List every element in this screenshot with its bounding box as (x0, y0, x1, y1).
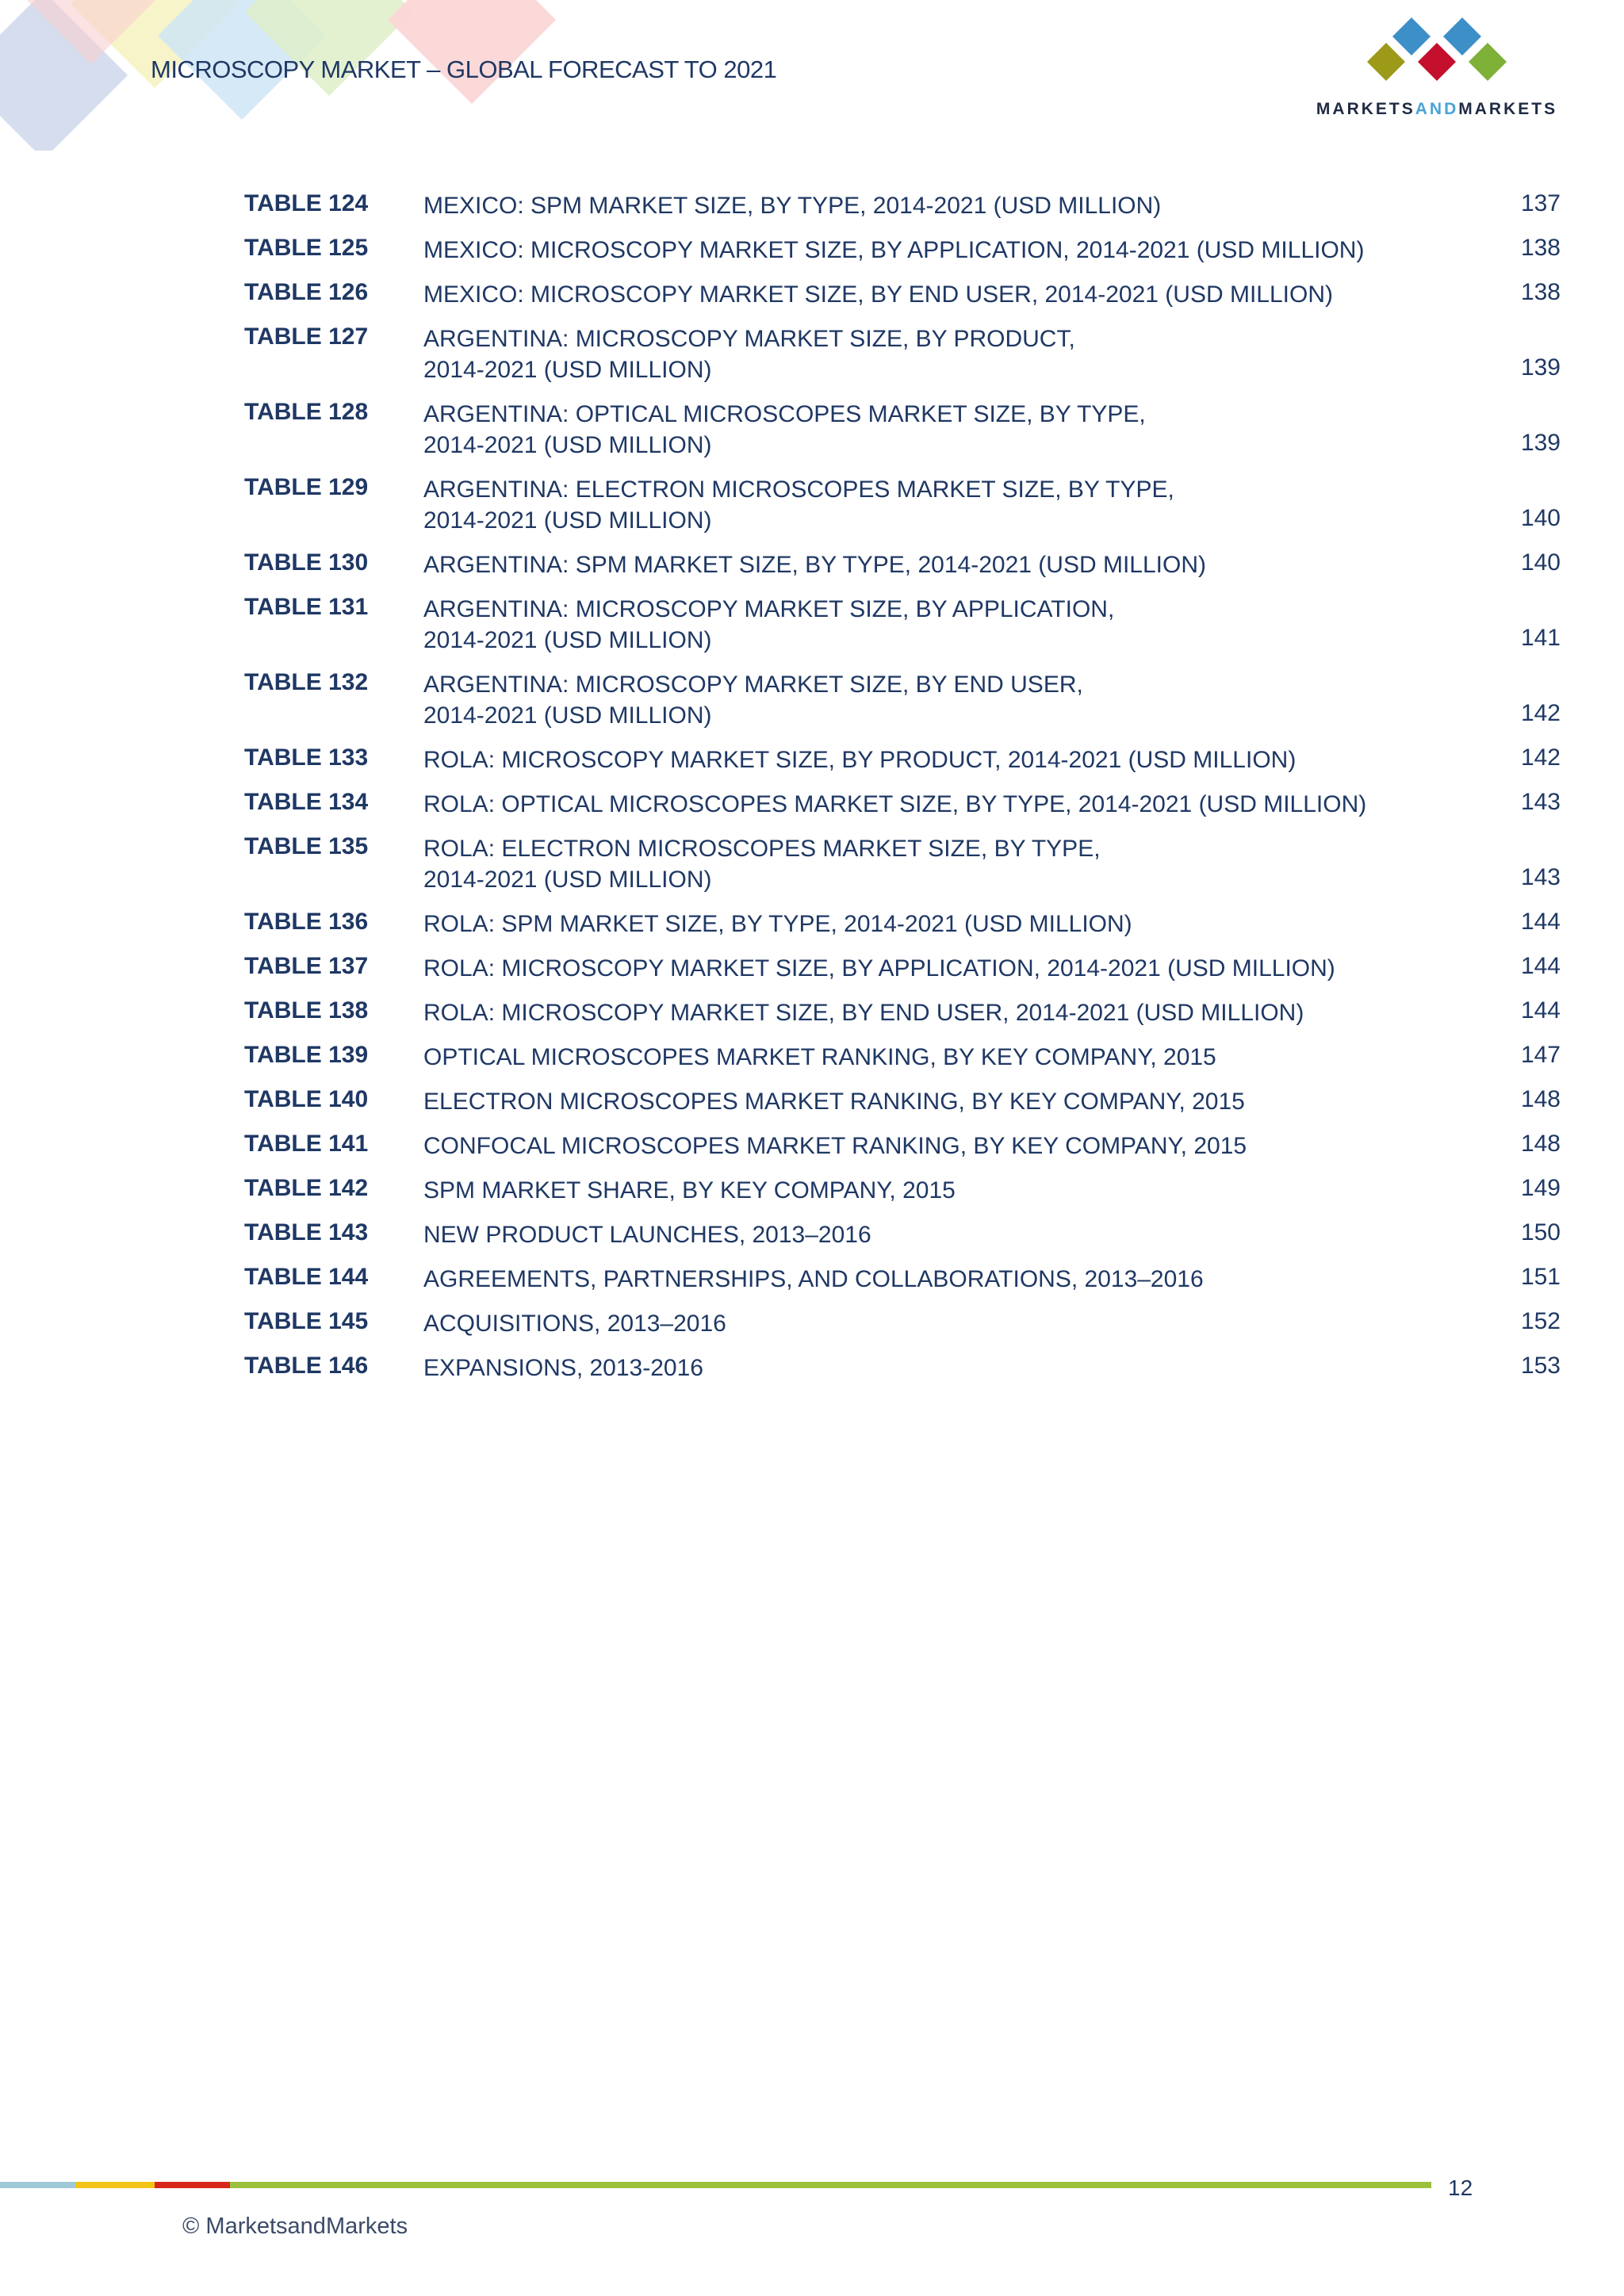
toc-entry[interactable] (244, 1353, 1561, 1432)
toc-entry-label: TABLE 137 (244, 953, 369, 979)
toc-entry-page: 139 (1520, 354, 1561, 381)
toc-entry-label: TABLE 140 (244, 1086, 369, 1112)
toc-entry-page: 140 (1520, 505, 1561, 531)
toc-entry-title-line: 2014-2021 (USD MILLION) (423, 507, 712, 534)
toc-entry[interactable] (244, 594, 1561, 673)
toc-entry-page: 148 (1520, 1086, 1561, 1112)
toc-entry-page: 138 (1520, 235, 1561, 261)
toc-entry-page: 141 (1520, 625, 1561, 651)
toc-entry-title-line: ARGENTINA: MICROSCOPY MARKET SIZE, BY END USER, (423, 672, 1083, 698)
toc-entry-title (423, 789, 1518, 820)
toc-entry-label: TABLE 138 (244, 997, 369, 1024)
report-title: MICROSCOPY MARKET – GLOBAL FORECAST TO 2021 (151, 55, 777, 83)
toc-entry-label: TABLE 139 (244, 1042, 369, 1068)
toc-entry-title-line: 2014-2021 (USD MILLION) (423, 357, 712, 383)
toc-entry-label: TABLE 125 (244, 235, 369, 261)
toc-entry-title (423, 323, 1518, 385)
toc-entry-title (423, 474, 1518, 536)
toc-entry-title (423, 1131, 1518, 1161)
footer-stripe-yellow (75, 2182, 155, 2188)
copyright-notice: © MarketsandMarkets (182, 2214, 408, 2239)
toc-entry-title (423, 1353, 1518, 1383)
toc-entry-title (423, 549, 1518, 580)
toc-entry-title (423, 1219, 1518, 1250)
toc-entry-title (423, 669, 1518, 731)
toc-entry-page: 137 (1520, 190, 1561, 216)
toc-entry-title-line: ROLA: ELECTRON MICROSCOPES MARKET SIZE, BY TYPE, (423, 836, 1101, 862)
toc-entry-title (423, 833, 1518, 895)
toc-entry-label: TABLE 143 (244, 1219, 369, 1246)
toc-entry-title-line: 2014-2021 (USD MILLION) (423, 867, 712, 893)
toc-entry-title (423, 744, 1518, 775)
toc-entry-page: 142 (1520, 744, 1561, 771)
toc-entry-page: 148 (1520, 1131, 1561, 1157)
toc-entry-page: 144 (1520, 909, 1561, 935)
toc-entry-title (423, 190, 1518, 221)
toc-entry-title-line: MEXICO: MICROSCOPY MARKET SIZE, BY END USER, 2014-2021 (USD MILLION) (423, 281, 1333, 308)
toc-entry-label: TABLE 126 (244, 279, 369, 305)
toc-entry-page: 139 (1520, 430, 1561, 456)
toc-entry-label: TABLE 124 (244, 190, 369, 216)
toc-entry[interactable] (244, 323, 1561, 403)
corner-diamond (388, 0, 556, 104)
toc-entry-title-line: ELECTRON MICROSCOPES MARKET RANKING, BY KEY COMPANY, 2015 (423, 1089, 1245, 1115)
toc-entry-label: TABLE 141 (244, 1131, 369, 1157)
logo-diamonds-icon (1294, 16, 1580, 95)
toc-entry-label: TABLE 133 (244, 744, 369, 771)
toc-entry-title-line: ARGENTINA: ELECTRON MICROSCOPES MARKET SIZE, BY TYPE, (423, 476, 1174, 503)
toc-entry-label: TABLE 130 (244, 549, 369, 576)
toc-entry-title (423, 1086, 1518, 1117)
toc-entry-title-line: ARGENTINA: SPM MARKET SIZE, BY TYPE, 2014-2021 (USD MILLION) (423, 552, 1206, 578)
toc-entry-title (423, 953, 1518, 984)
toc-entry-label: TABLE 146 (244, 1353, 369, 1379)
logo-text-markets: MARKETS (1458, 100, 1558, 118)
toc-entry-label: TABLE 145 (244, 1308, 369, 1334)
toc-entry-page: 143 (1520, 789, 1561, 815)
logo-text-and: AND (1415, 100, 1459, 118)
toc-entry-label: TABLE 131 (244, 594, 369, 620)
toc-entry-page: 140 (1520, 549, 1561, 576)
toc-entry[interactable] (244, 833, 1561, 913)
toc-entry-title (423, 235, 1518, 266)
page-number: 12 (1448, 2175, 1473, 2200)
toc-entry-label: TABLE 142 (244, 1175, 369, 1201)
toc-entry[interactable] (244, 399, 1561, 478)
logo-text-markets: MARKETS (1316, 100, 1415, 118)
footer-stripe-green (230, 2182, 1431, 2188)
toc-entry-title-line: CONFOCAL MICROSCOPES MARKET RANKING, BY KEY COMPANY, 2015 (423, 1133, 1247, 1159)
logo-wordmark (1294, 100, 1580, 119)
toc-entry-title-line: ROLA: SPM MARKET SIZE, BY TYPE, 2014-2021 (USD MILLION) (423, 911, 1132, 937)
toc-entry-label: TABLE 144 (244, 1264, 369, 1290)
toc-entry-title-line: ARGENTINA: MICROSCOPY MARKET SIZE, BY PRODUCT, (423, 326, 1075, 352)
toc-entry-title (423, 1042, 1518, 1073)
toc-entry-title-line: 2014-2021 (USD MILLION) (423, 627, 712, 653)
toc-entry-page: 138 (1520, 279, 1561, 305)
toc-entry-page: 142 (1520, 700, 1561, 726)
toc-entry-title-line: ROLA: OPTICAL MICROSCOPES MARKET SIZE, BY TYPE, 2014-2021 (USD MILLION) (423, 791, 1367, 817)
toc-entry-title (423, 1264, 1518, 1295)
toc-entry-title-line: ARGENTINA: OPTICAL MICROSCOPES MARKET SIZE, BY TYPE, (423, 401, 1146, 427)
toc-entry-title-line: ROLA: MICROSCOPY MARKET SIZE, BY APPLICATION, 2014-2021 (USD MILLION) (423, 955, 1335, 982)
toc-entry[interactable] (244, 474, 1561, 553)
toc-entry-title (423, 909, 1518, 939)
toc-entry-page: 147 (1520, 1042, 1561, 1068)
toc-entry-label: TABLE 135 (244, 833, 369, 859)
footer-stripe-red (155, 2182, 230, 2188)
toc-entry-label: TABLE 128 (244, 399, 369, 425)
toc-entry-title-line: NEW PRODUCT LAUNCHES, 2013–2016 (423, 1222, 871, 1248)
toc-entry-title (423, 1175, 1518, 1206)
toc-entry-title-line: OPTICAL MICROSCOPES MARKET RANKING, BY KEY COMPANY, 2015 (423, 1044, 1216, 1070)
toc-entry-title-line: ROLA: MICROSCOPY MARKET SIZE, BY END USER, 2014-2021 (USD MILLION) (423, 1000, 1304, 1026)
toc-entry-title-line: ACQUISITIONS, 2013–2016 (423, 1311, 726, 1337)
toc-entry-title (423, 997, 1518, 1028)
toc-entry-title (423, 279, 1518, 310)
toc-entry-title-line: MEXICO: SPM MARKET SIZE, BY TYPE, 2014-2021 (USD MILLION) (423, 193, 1162, 219)
toc-entry-page: 143 (1520, 864, 1561, 890)
toc-entry-page: 152 (1520, 1308, 1561, 1334)
toc-entry-title-line: ARGENTINA: MICROSCOPY MARKET SIZE, BY APPLICATION, (423, 596, 1115, 622)
toc-entry-page: 153 (1520, 1353, 1561, 1379)
toc-entry-page: 144 (1520, 953, 1561, 979)
toc-entry-title-line: AGREEMENTS, PARTNERSHIPS, AND COLLABORATIONS, 2013–2016 (423, 1266, 1204, 1292)
toc-entry-title-line: MEXICO: MICROSCOPY MARKET SIZE, BY APPLICATION, 2014-2021 (USD MILLION) (423, 237, 1365, 263)
marketsandmarkets-logo (1294, 16, 1580, 121)
toc-entry-title-line: 2014-2021 (USD MILLION) (423, 432, 712, 458)
toc-entry-title-line: EXPANSIONS, 2013-2016 (423, 1355, 703, 1381)
toc-entry-page: 151 (1520, 1264, 1561, 1290)
toc-entry-page: 150 (1520, 1219, 1561, 1246)
toc-entry-page: 149 (1520, 1175, 1561, 1201)
footer-stripe-blue (0, 2182, 75, 2188)
toc-entry-label: TABLE 132 (244, 669, 369, 695)
toc-entry-title (423, 594, 1518, 656)
toc-entry-label: TABLE 134 (244, 789, 369, 815)
toc-entry-page: 144 (1520, 997, 1561, 1024)
toc-entry-label: TABLE 129 (244, 474, 369, 500)
toc-entry[interactable] (244, 669, 1561, 748)
toc-entry-title (423, 1308, 1518, 1339)
toc-entry-title (423, 399, 1518, 461)
toc-entry-title-line: ROLA: MICROSCOPY MARKET SIZE, BY PRODUCT, 2014-2021 (USD MILLION) (423, 747, 1297, 773)
toc-entry-label: TABLE 136 (244, 909, 369, 935)
toc-entry-title-line: SPM MARKET SHARE, BY KEY COMPANY, 2015 (423, 1177, 956, 1203)
toc-entry-title-line: 2014-2021 (USD MILLION) (423, 702, 712, 729)
toc-entry-label: TABLE 127 (244, 323, 369, 350)
